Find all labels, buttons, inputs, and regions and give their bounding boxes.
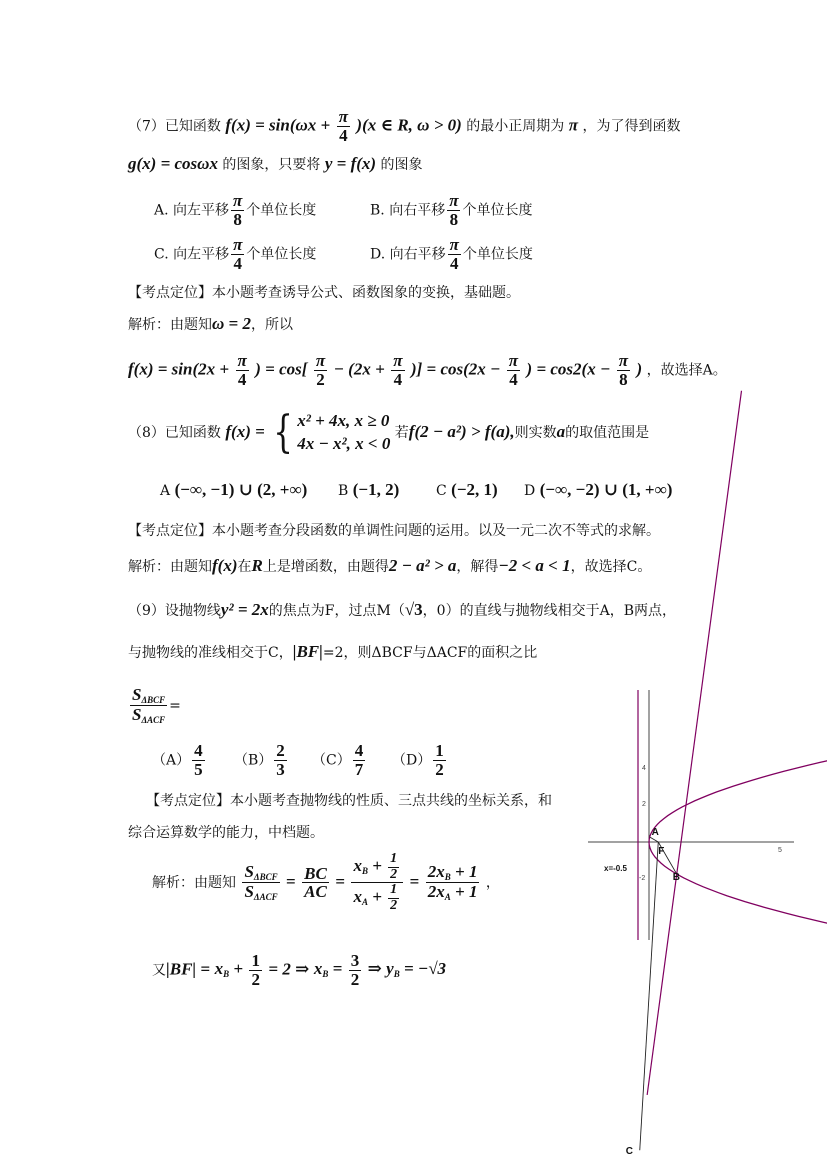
sol-fx: f(x): [212, 556, 238, 575]
q9-stem-mid: 的焦点为F，过点M（: [268, 603, 405, 619]
q7-fx: f(x) = sin(ωx +: [225, 115, 331, 135]
sol-pre: 解析：由题知: [128, 559, 212, 575]
q9-ratio: [128, 686, 181, 726]
sol-pre: 解析：由题知: [128, 317, 212, 333]
q7-solution-equation: [128, 352, 727, 389]
option-label: （B）: [234, 752, 273, 769]
frac-pi8: $\frac{\pi}{8}$: [449, 191, 459, 229]
q7-frac-pi4: $\frac{\pi}{4}$: [338, 107, 348, 145]
eq-part: − (2x +: [333, 359, 385, 379]
q9-line2: [128, 642, 537, 662]
q7-stem-post: ，为了得到函数: [582, 118, 681, 135]
q9-sqrt3: √3: [404, 600, 423, 619]
q8-case-2: 4x − x², x < 0: [297, 433, 391, 453]
sol-bf: |BF| =: [166, 959, 211, 979]
sol-result: −2 < a < 1: [498, 556, 571, 575]
q9-option-a[interactable]: （A） $\frac{4}{5}$: [152, 741, 203, 779]
q8-stem-line: [128, 406, 650, 458]
sol-mid: 上是增函数，由题得: [262, 559, 389, 575]
q7-line2: [128, 154, 423, 174]
q7-pi: π: [568, 115, 578, 135]
frac-pi4: $\frac{\pi}{4}$: [508, 351, 519, 389]
q8-condition: f(2 − a²) > f(a),: [408, 421, 515, 441]
tick-5: 5: [778, 847, 782, 854]
q9-line2-tail: =2，则ΔBCF与ΔACF的面积之比: [322, 645, 538, 661]
comma: ，: [485, 874, 500, 891]
eq-part: f(x) = sin(2x +: [128, 359, 230, 379]
q7-option-c[interactable]: [154, 236, 316, 273]
frac-pi4: $\frac{\pi}{4}$: [449, 235, 459, 273]
directrix-label: x=-0.5: [604, 864, 627, 873]
q8-stem-pre: （8）已知函数: [128, 424, 221, 441]
sol-tail: ，故选择A。: [646, 362, 727, 379]
point-a-label: A: [651, 827, 659, 839]
point-b-label: B: [672, 872, 680, 884]
q7-domain: )(x ∈ R, ω > 0): [356, 115, 462, 135]
frac-area-ratio: $\frac{S_{\Delta BCF}}{S_{\Delta ACF}}$: [244, 861, 278, 903]
frac-pi8: $\frac{\pi}{8}$: [618, 351, 628, 389]
option-label: （C）: [312, 752, 351, 769]
q8-option-a[interactable]: [160, 480, 307, 500]
option-unit: 个单位长度: [462, 246, 533, 263]
eq-part: ) = cos[: [255, 359, 308, 379]
tick-4: 4: [642, 765, 646, 772]
sol-R: R: [251, 556, 263, 575]
q8-a: a: [556, 421, 566, 441]
q9-tag-line2: 综合运算数学的能力，中档题。: [128, 825, 324, 841]
frac-bc-ac: $\frac{BC}{AC}$: [304, 863, 327, 902]
q7-stem-line: [128, 108, 680, 145]
option-value: (−1, 2): [352, 480, 400, 499]
sol-pre: 解析：由题知: [152, 874, 236, 891]
frac-pi4: $\frac{\pi}{4}$: [237, 351, 247, 389]
option-unit: 个单位长度: [246, 202, 317, 219]
q8-ruo: 若: [394, 424, 409, 441]
q7-stem-pre: （7）已知函数: [128, 118, 221, 135]
brace-icon: {: [273, 406, 294, 458]
q7-line2-mid: 的图象，只要将: [222, 157, 321, 173]
option-label: A: [160, 483, 171, 499]
q7-option-d[interactable]: [370, 236, 533, 273]
q9-option-b[interactable]: （B） $\frac{2}{3}$: [234, 741, 285, 779]
q9-ratio-frac: $\frac{S_{\Delta BCF}}{S_{\Delta ACF}}$: [132, 685, 166, 726]
option-label: A. 向左平移: [154, 202, 230, 219]
q8-post: 的取值范围是: [565, 424, 650, 441]
sol-mid: = 2 ⇒: [268, 959, 310, 979]
sol-omega: ω = 2: [212, 314, 251, 333]
option-label: D. 向右平移: [370, 246, 446, 263]
tick-neg2: -2: [639, 875, 646, 882]
option-label: B: [338, 483, 349, 499]
parabola-figure: [588, 690, 794, 1158]
q9-line2-text: 与抛物线的准线相交于C，: [128, 645, 293, 661]
q9-bf: |BF|: [292, 642, 323, 661]
q7-solution-intro: [128, 314, 293, 334]
q9-stem-line: [128, 600, 676, 620]
q8-option-b[interactable]: [338, 480, 399, 500]
q9-tag-line1: 【考点定位】本小题考查抛物线的性质、三点共线的坐标关系，和: [146, 793, 552, 809]
eq-part: )] = cos(2x −: [410, 359, 501, 379]
point-f-label: F: [658, 846, 665, 857]
option-unit: 个单位长度: [462, 202, 533, 219]
frac-pi4: $\frac{\pi}{4}$: [233, 235, 243, 273]
q8-option-d[interactable]: [524, 480, 672, 500]
frac-pi8: $\frac{\pi}{8}$: [233, 191, 243, 229]
option-value: (−∞, −1) ∪ (2, +∞): [174, 480, 308, 499]
q7-stem-mid: 的最小正周期为: [466, 118, 565, 135]
sol-ineq: 2 − a² > a: [388, 556, 457, 575]
frac-3-2: $\frac{3}{2}$: [350, 951, 360, 989]
frac-pi4: $\frac{\pi}{4}$: [393, 351, 403, 389]
option-label: D: [524, 483, 536, 499]
option-unit: 个单位长度: [246, 246, 317, 263]
sol-in: 在: [237, 559, 252, 575]
tick-2: 2: [642, 801, 646, 808]
parabola-curve: [649, 748, 827, 926]
q7-gx: g(x) = cosωx: [128, 154, 218, 173]
eq-part: ): [636, 359, 643, 379]
eq-sign: =: [286, 871, 296, 891]
frac-2xb-2xa: $\frac{2x_B + 1}{2x_A + 1}$: [427, 861, 478, 903]
q7-line2-post: 的图象: [380, 157, 423, 173]
q9-stem-post: ，0）的直线与抛物线相交于A，B两点，: [422, 603, 676, 619]
sol-you: 又: [152, 962, 166, 979]
q8-option-c[interactable]: [436, 480, 498, 500]
sol-post: ，所以: [250, 317, 293, 333]
point-c-label: C: [625, 1146, 633, 1158]
eq-sign: =: [409, 871, 420, 891]
q9-option-c[interactable]: （C） $\frac{4}{7}$: [312, 741, 364, 779]
q9-parabola: y² = 2x: [220, 600, 269, 619]
option-value: (−2, 1): [451, 480, 498, 499]
option-label: （A）: [152, 752, 191, 769]
frac-half: $\frac{1}{2}$: [251, 951, 260, 989]
q7-tag: 【考点定位】本小题考查诱导公式、函数图象的变换，基础题。: [128, 285, 520, 301]
option-label: （D）: [392, 752, 432, 769]
frac-xb-xa: $x_B$ + $\frac{1}{2}$ $x_A$ + $\frac{1}{2}$: [351, 852, 403, 914]
q8-piecewise: [269, 406, 391, 458]
option-label: C: [436, 483, 447, 499]
eq-part: ) = cos2(x −: [526, 359, 611, 379]
frac-pi2: $\frac{\pi}{2}$: [315, 351, 326, 389]
sol-mid2: ，解得: [456, 559, 499, 575]
q7-option-a[interactable]: [154, 192, 316, 229]
q8-mid: 则实数: [514, 424, 557, 441]
option-label: B. 向右平移: [370, 202, 446, 219]
q9-ratio-eq: =: [169, 697, 181, 714]
q8-fx: f(x) =: [225, 421, 265, 441]
q9-option-d[interactable]: （D） $\frac{1}{2}$: [392, 741, 444, 779]
q7-y-fx: y = f(x): [324, 154, 377, 173]
q8-tag: 【考点定位】本小题考查分段函数的单调性问题的运用。以及一元二次不等式的求解。: [128, 523, 660, 539]
q9-solution-line-last: 又$|BF| = x_B$ + $\frac{1}{2}$ = 2 ⇒ $x_B$ = $\frac{3}{2}$ ⇒ $y_B = -√3$: [152, 951, 447, 989]
q9-stem-pre: （9）设抛物线: [128, 603, 221, 619]
option-value: (−∞, −2) ∪ (1, +∞): [539, 480, 673, 499]
q8-solution: [128, 556, 651, 576]
sol-tail: ，故选择C。: [570, 559, 652, 575]
q9-solution-eq: [152, 852, 500, 914]
q7-option-b[interactable]: [370, 192, 532, 229]
option-label: C. 向左平移: [154, 246, 230, 263]
eq-sign: =: [335, 871, 345, 891]
q8-case-1: x² + 4x, x ≥ 0: [297, 411, 390, 430]
